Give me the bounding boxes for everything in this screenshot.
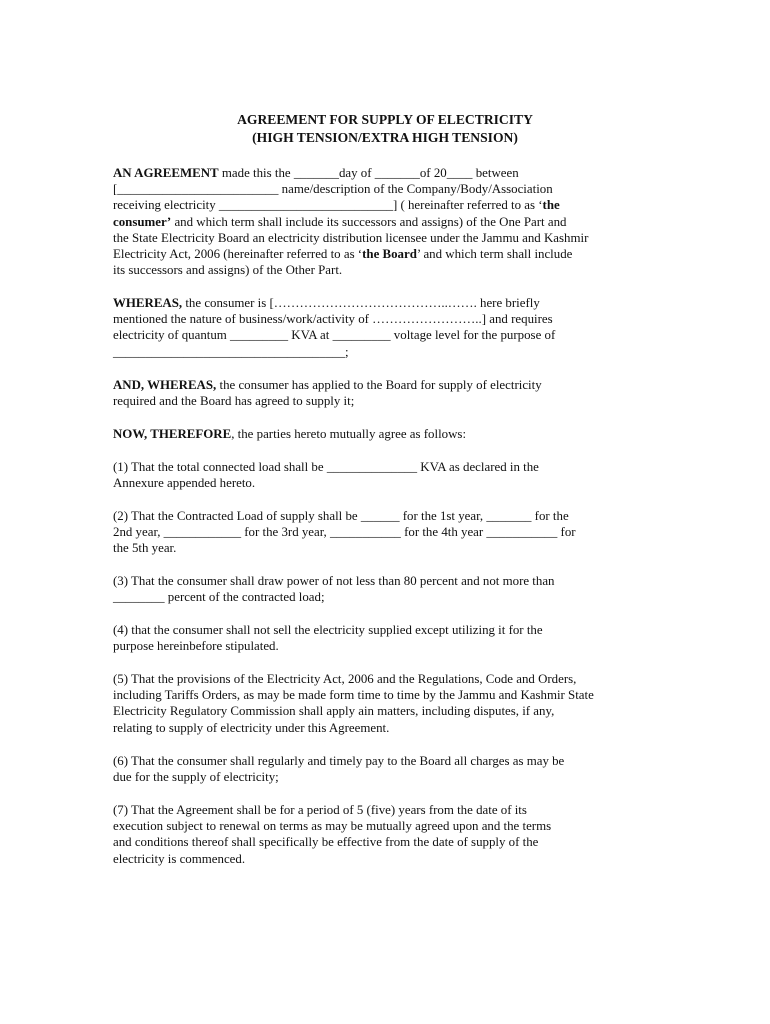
clause-line: ________ percent of the contracted load;	[113, 590, 325, 605]
intro-line-3-bold: the	[542, 198, 560, 213]
clause-line: execution subject to renewal on terms as may be mutually agreed upon and the terms	[113, 819, 552, 834]
clause-line: relating to supply of electricity under this Agreement.	[113, 720, 390, 735]
intro-paragraph	[113, 165, 653, 278]
clause-line: (2) That the Contracted Load of supply shall be ______ for the 1st year, _______ for the	[113, 509, 569, 523]
clause-5	[113, 671, 653, 736]
intro-line-3: receiving electricity ___________________________] ( hereinafter referred to as ‘	[113, 198, 543, 213]
intro-line-1: made this the _______day of _______of 20____ between	[218, 166, 519, 180]
clause-line: (3) That the consumer shall draw power of not less than 80 percent and not more than	[113, 574, 555, 588]
clause-line: Electricity Regulatory Commission shall apply ain matters, including disputes, if any,	[113, 704, 555, 719]
clause-7	[113, 802, 653, 867]
intro-line-6-bold: the Board	[362, 247, 417, 262]
whereas-line-3: electricity of quantum _________ KVA at _________ voltage level for the purpose of	[113, 328, 556, 343]
clause-line: (6) That the consumer shall regularly and timely pay to the Board all charges as may be	[113, 754, 565, 768]
document-title-line-2: (HIGH TENSION/EXTRA HIGH TENSION)	[252, 130, 518, 145]
clause-line: including Tariffs Orders, as may be made form time to time by the Jammu and Kashmir State	[113, 688, 594, 703]
intro-line-6-end: ’ and which term shall include	[416, 247, 573, 262]
clause-line: (5) That the provisions of the Electricity Act, 2006 and the Regulations, Code and Orders,	[113, 672, 577, 686]
clause-6	[113, 753, 653, 785]
clause-line: due for the supply of electricity;	[113, 770, 279, 785]
clause-4	[113, 622, 653, 654]
whereas-line-4: ____________________________________;	[113, 344, 349, 359]
intro-line-2: [_________________________ name/description of the Company/Body/Association	[113, 182, 553, 197]
and-whereas-paragraph	[113, 377, 653, 409]
clause-2	[113, 508, 653, 557]
clause-line: electricity is commenced.	[113, 851, 246, 866]
and-whereas-line-2: required and the Board has agreed to supply it;	[113, 394, 355, 409]
intro-line-4-bold: consumer’	[113, 214, 172, 229]
whereas-line-2: mentioned the nature of business/work/activity of ……………………..] and requires	[113, 312, 553, 327]
and-whereas-line-1: the consumer has applied to the Board for supply of electricity	[216, 378, 542, 392]
whereas-heading: WHEREAS,	[113, 296, 183, 310]
clause-line: and conditions thereof shall specifically be effective from the date of supply of the	[113, 835, 539, 850]
whereas-line-1: the consumer is […………………………………..……. here briefly	[182, 296, 540, 310]
clause-line: the 5th year.	[113, 541, 177, 556]
clause-line: 2nd year, ____________ for the 3rd year, ___________ for the 4th year ___________ for	[113, 525, 576, 540]
clause-line: purpose hereinbefore stipulated.	[113, 639, 279, 654]
an-agreement-heading: AN AGREEMENT	[113, 166, 219, 180]
now-therefore-heading: NOW, THEREFORE	[113, 427, 232, 441]
document-title-line-1: AGREEMENT FOR SUPPLY OF ELECTRICITY	[237, 112, 533, 127]
now-therefore-text: , the parties hereto mutually agree as follows:	[231, 427, 467, 441]
whereas-paragraph	[113, 295, 653, 360]
clause-3	[113, 573, 653, 605]
clause-line: Annexure appended hereto.	[113, 476, 256, 491]
clause-line: (1) That the total connected load shall be ______________ KVA as declared in the	[113, 460, 539, 474]
intro-line-4: and which term shall include its successors and assigns) of the One Part and	[171, 214, 567, 229]
intro-line-5: the State Electricity Board an electricity distribution licensee under the Jammu and Kashmir	[113, 230, 589, 245]
clause-line: (4) that the consumer shall not sell the electricity supplied except utilizing it for the	[113, 623, 543, 637]
now-therefore-paragraph	[113, 426, 653, 442]
intro-line-7: its successors and assigns) of the Other Part.	[113, 263, 343, 278]
clause-line: (7) That the Agreement shall be for a period of 5 (five) years from the date of its	[113, 803, 527, 817]
and-whereas-heading: AND, WHEREAS,	[113, 378, 217, 392]
intro-line-6: Electricity Act, 2006 (hereinafter referred to as ‘	[113, 247, 363, 262]
clause-1	[113, 459, 653, 491]
